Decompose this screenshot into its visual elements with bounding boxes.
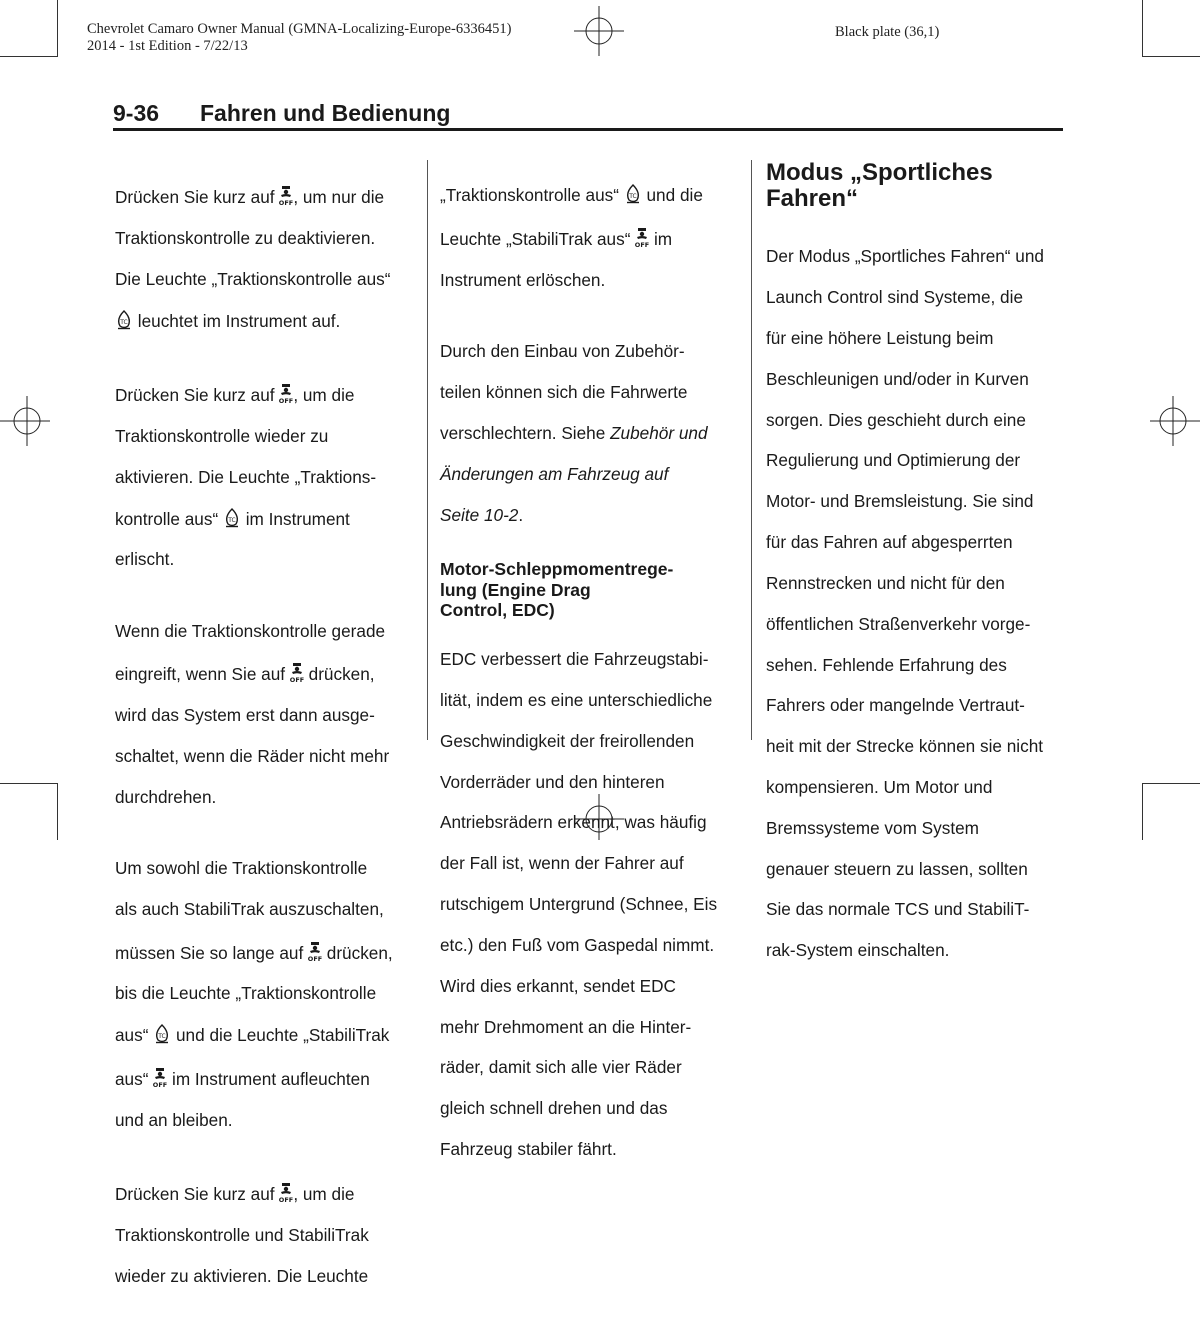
column-2 — [440, 164, 740, 1190]
paragraph: Drücken Sie kurz auf , um die Traktionskontrolle wieder zu aktivieren. Die Leuchte „Traktions- kontrolle aus“ im Instrument erlischt. — [115, 362, 415, 590]
cross-reference-link[interactable]: Änderungen am Fahrzeug auf — [440, 463, 669, 484]
column-divider-1 — [427, 160, 428, 740]
traction-control-off-icon — [223, 508, 241, 528]
section-heading: Motor-Schleppmomentrege- lung (Engine Drag Control, EDC) — [440, 559, 674, 621]
traction-control-off-icon — [115, 310, 133, 330]
registration-mark-left — [0, 396, 50, 446]
paragraph: Um sowohl die Traktionskontrolle als auch StabiliTrak auszuschalten, müssen Sie so lange auf drücken, bis die Leuchte „Traktionskontrolle aus“ und die Leuchte „StabiliTrak aus“ im Instrument aufleuchten und an bleiben. — [115, 858, 393, 1130]
paragraph: Wenn die Traktionskontrolle gerade eingreift, wenn Sie auf drücken, wird das System erst dann ausge- schaltet, wenn die Räder nicht mehr durchdrehen. — [115, 620, 390, 807]
paragraph: „Traktionskontrolle aus“ und die Leuchte „StabiliTrak aus“ im Instrument erlöschen. — [440, 185, 703, 291]
section-title: Modus „Sportliches Fahren“ — [766, 159, 993, 212]
registration-mark-top — [574, 6, 624, 56]
column-divider-2 — [751, 160, 752, 740]
paragraph: Der Modus „Sportliches Fahren“ und Launch Control sind Systeme, die für eine höhere Leistung beim Beschleunigen und/oder in Kurven sorgen. Dies geschieht durch eine Regulierung und Optimierung der Motor- und Bremsleistung. Sie sind für das Fahren auf abgesperrten Rennstrecken und nicht für den öffentlichen Straßenverkehr vorge- sehen. Fehlende Erfahrung des Fahrers oder mangelnde Vertraut- heit mit der Strecke können sie nicht kompensieren. Um Motor und Bremssysteme vom System genauer steuern zu lassen, sollten Sie das normale TCS und StabiliT- rak-System einschalten. — [766, 246, 1044, 961]
chapter-title: Fahren und Bedienung — [200, 100, 451, 126]
stabilitrak-off-icon — [635, 226, 649, 248]
stabilitrak-off-icon — [153, 1066, 167, 1088]
paragraph: EDC verbessert die Fahrzeugstabi- lität, indem es eine unterschiedliche Geschwindigkeit der freirollenden Vorderräder und den hinteren Antriebsrädern erkennt, was häufig der Fall ist, wenn der Fahrer auf rutschigem Untergrund (Schnee, Eis etc.) den Fuß vom Gaspedal nimmt. Wird dies erkannt, sendet EDC mehr Drehmoment an die Hinter- räder, damit sich alle vier Räder gleich schnell drehen und das Fahrzeug stabiler fährt. — [440, 649, 718, 1159]
paragraph: Drücken Sie kurz auf , um die Traktionskontrolle und StabiliTrak wieder zu aktivieren. Die Leuchte — [115, 1161, 415, 1307]
traction-control-off-icon — [624, 184, 642, 204]
black-plate-label: Black plate (36,1) — [835, 24, 940, 40]
stabilitrak-off-icon — [279, 1181, 293, 1203]
stabilitrak-off-icon — [290, 661, 304, 683]
cross-reference-link[interactable]: Zubehör und — [610, 422, 708, 443]
traction-control-off-icon — [153, 1024, 171, 1044]
print-header-line2: 2014 - 1st Edition - 7/22/13 — [87, 38, 248, 54]
cross-reference-link[interactable]: Seite 10-2 — [440, 504, 519, 525]
stabilitrak-off-icon — [279, 382, 293, 404]
print-header-line1: Chevrolet Camaro Owner Manual (GMNA-Localizing-Europe-6336451) — [87, 21, 512, 37]
registration-mark-right — [1150, 396, 1200, 446]
paragraph: Durch den Einbau von Zubehör- teilen können sich die Fahrwerte verschlechtern. Siehe Zubehör und Änderungen am Fahrzeug auf Seite 10-2. — [440, 321, 740, 545]
column-3 — [766, 160, 1066, 991]
page-number: 9-36 — [113, 100, 160, 126]
page-header — [113, 100, 1063, 130]
stabilitrak-off-icon — [279, 184, 293, 206]
header-rule — [113, 128, 1063, 131]
column-1 — [115, 164, 415, 1317]
stabilitrak-off-icon — [308, 940, 322, 962]
paragraph: Drücken Sie kurz auf , um nur die Traktionskontrolle zu deaktivieren. Die Leuchte „Traktionskontrolle aus“ leuchtet im Instrument auf. — [115, 164, 415, 352]
